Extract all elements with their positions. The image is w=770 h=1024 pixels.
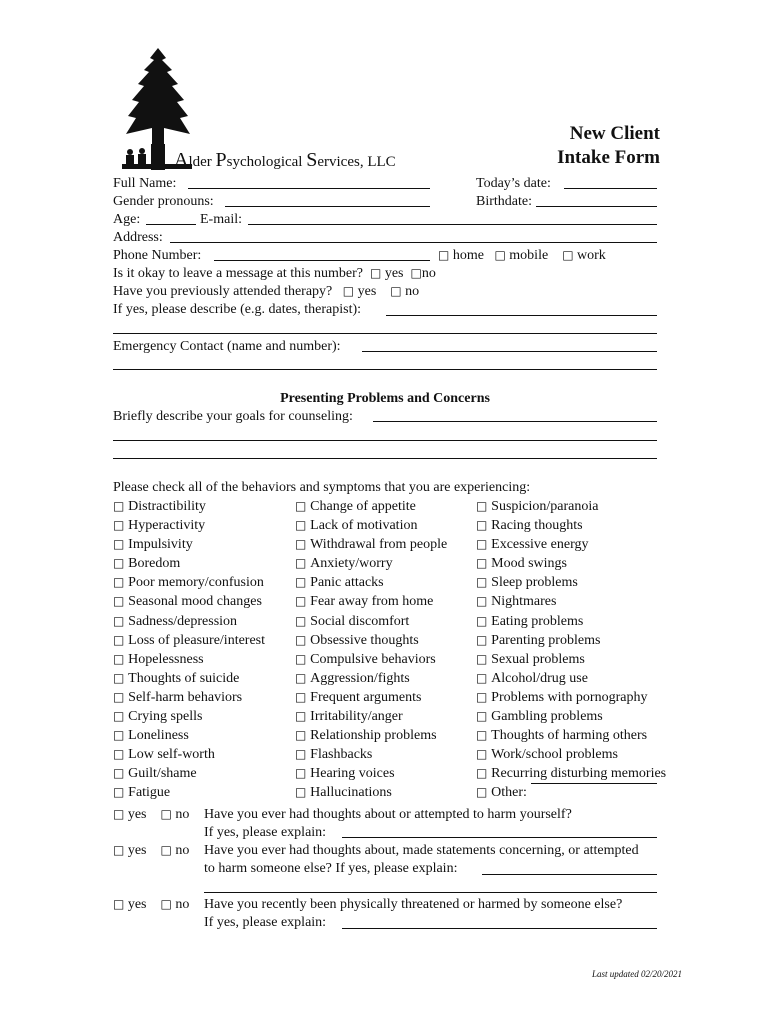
q2-no-label: no (175, 843, 190, 858)
symptom-checkbox[interactable]: □ (295, 785, 311, 800)
symptoms-column-1 (113, 497, 265, 803)
form-title (557, 122, 660, 170)
q2-options (113, 842, 189, 859)
symptom-checkbox[interactable]: □ (113, 747, 129, 762)
q3-explain-field[interactable] (342, 928, 657, 929)
symptom-checkbox[interactable]: □ (295, 651, 311, 666)
symptom-item (476, 573, 666, 592)
q1-yes-checkbox[interactable]: □ (113, 807, 125, 821)
q1-explain-label: If yes, please explain: (204, 825, 327, 840)
symptom-checkbox[interactable]: □ (113, 651, 129, 666)
logo (118, 48, 418, 173)
symptom-label: Irritability/anger (310, 709, 403, 725)
symptom-item (295, 516, 447, 535)
symptom-item (295, 631, 447, 650)
symptom-checkbox[interactable]: □ (476, 594, 492, 609)
describe-field-2[interactable] (113, 333, 657, 334)
symptom-label: Aggression/fights (310, 670, 410, 686)
symptom-item (113, 783, 265, 802)
symptom-checkbox[interactable]: □ (476, 613, 492, 628)
symptom-item (113, 516, 265, 535)
symptom-checkbox[interactable]: □ (295, 747, 311, 762)
goals-field-2[interactable] (113, 440, 657, 441)
logo-text (174, 148, 396, 174)
symptom-item (113, 669, 265, 688)
symptom-item (113, 612, 265, 631)
q3-no-label: no (175, 897, 190, 912)
symptom-checkbox[interactable]: □ (295, 575, 311, 590)
symptom-item (476, 612, 666, 631)
symptom-item (295, 612, 447, 631)
symptom-checkbox[interactable]: □ (295, 728, 311, 743)
symptom-label: Racing thoughts (491, 518, 583, 534)
symptom-checkbox[interactable]: □ (295, 499, 311, 513)
symptom-label: Sadness/depression (128, 613, 238, 629)
describe-label: If yes, please describe (e.g. dates, therapist): (113, 302, 362, 317)
symptom-checkbox[interactable]: □ (295, 556, 311, 571)
symptom-label: Nightmares (491, 594, 557, 610)
symptom-item (295, 688, 447, 707)
q2-yes-checkbox[interactable]: □ (113, 843, 125, 857)
q3-text: Have you recently been physically threatened or harmed by someone else? (204, 897, 623, 912)
symptom-checkbox[interactable]: □ (295, 537, 311, 552)
phone-field[interactable] (214, 260, 430, 261)
symptom-label: Hallucinations (310, 785, 392, 801)
symptom-label: Parenting problems (491, 632, 601, 648)
symptom-checkbox[interactable]: □ (113, 499, 129, 513)
work-label: work (577, 248, 606, 263)
symptom-label: Fatigue (128, 785, 171, 801)
symptom-label: Gambling problems (491, 709, 603, 725)
q1-no-label: no (175, 807, 190, 822)
symptom-item (113, 631, 265, 650)
symptom-label: Fear away from home (310, 594, 434, 610)
symptom-item (476, 592, 666, 611)
symptom-item (113, 497, 265, 516)
symptom-item (295, 669, 447, 688)
q3-explain-label: If yes, please explain: (204, 915, 327, 930)
logo-cap-a: A (174, 149, 189, 171)
symptom-label: Anxiety/worry (310, 556, 393, 572)
symptom-label: Loneliness (128, 728, 189, 744)
symptom-item (295, 573, 447, 592)
symptom-checkbox[interactable]: □ (113, 728, 129, 743)
q2-text: Have you ever had thoughts about, made statements concerning, or attempted (204, 843, 639, 858)
symptom-label: Panic attacks (310, 575, 384, 591)
symptom-checkbox[interactable]: □ (295, 518, 311, 533)
symptom-item (295, 497, 447, 516)
birthdate-label: Birthdate: (476, 194, 532, 209)
symptom-checkbox[interactable]: □ (476, 766, 492, 781)
symptom-item (113, 573, 265, 592)
symptom-item (476, 783, 666, 802)
gender-label: Gender pronouns: (113, 194, 214, 209)
message-no-label: no (421, 266, 436, 281)
q2-explain-field[interactable] (482, 874, 657, 875)
message-yes-label: yes (384, 266, 404, 281)
symptom-checkbox[interactable]: □ (476, 670, 492, 685)
symptom-checkbox[interactable]: □ (113, 537, 129, 552)
q2-explain-label: to harm someone else? If yes, please explain: (204, 861, 458, 876)
symptom-checkbox[interactable]: □ (295, 632, 311, 647)
symptom-item (476, 726, 666, 745)
phone-type-options (438, 247, 606, 264)
symptom-label: Hyperactivity (128, 518, 206, 534)
address-label: Address: (113, 230, 163, 245)
symptom-item (113, 726, 265, 745)
symptom-label: Loss of pleasure/interest (128, 632, 266, 648)
title-line1: New Client (569, 123, 660, 144)
q3-yes-label: yes (127, 897, 147, 912)
symptom-label: Recurring disturbing memories (491, 766, 667, 782)
symptom-label: Sleep problems (491, 575, 578, 591)
symptom-label: Compulsive behaviors (310, 651, 436, 667)
emergency-field-2[interactable] (113, 369, 657, 370)
symptom-item (113, 688, 265, 707)
therapy-no-checkbox[interactable]: □ (390, 284, 402, 298)
symptom-label: Boredom (128, 556, 181, 572)
emergency-field[interactable] (362, 351, 657, 352)
emergency-label: Emergency Contact (name and number): (113, 339, 341, 354)
symptom-item (295, 707, 447, 726)
therapy-question (113, 283, 419, 300)
symptom-checkbox[interactable]: □ (113, 766, 129, 781)
mobile-label: mobile (509, 248, 549, 263)
symptom-item (476, 631, 666, 650)
symptom-label: Mood swings (491, 556, 568, 572)
symptom-item (113, 535, 265, 554)
symptom-checkbox[interactable]: □ (295, 766, 311, 781)
symptom-label: Withdrawal from people (310, 537, 448, 553)
symptom-label: Problems with pornography (491, 689, 648, 705)
symptom-checkbox[interactable]: □ (476, 785, 492, 800)
symptom-label: Thoughts of suicide (128, 670, 240, 686)
phone-label: Phone Number: (113, 248, 202, 263)
symptom-label: Lack of motivation (310, 518, 418, 534)
birthdate-field[interactable] (536, 206, 657, 207)
logo-rest-p: sychological (226, 154, 307, 170)
logo-cap-p: P (215, 149, 227, 171)
symptom-item (476, 497, 666, 516)
symptom-checkbox[interactable]: □ (295, 594, 311, 609)
symptom-item (476, 745, 666, 764)
symptom-checkbox[interactable]: □ (113, 556, 129, 571)
email-field[interactable] (248, 224, 657, 225)
symptom-checkbox[interactable]: □ (476, 747, 492, 762)
mobile-checkbox[interactable]: □ (494, 248, 506, 262)
symptom-label: Suspicion/paranoia (491, 499, 599, 514)
age-label: Age: (113, 212, 141, 227)
symptom-checkbox[interactable]: □ (113, 632, 129, 647)
goals-label: Briefly describe your goals for counseling: (113, 409, 353, 424)
message-question (113, 265, 436, 282)
symptom-item (113, 650, 265, 669)
symptom-item (295, 726, 447, 745)
q1-options (113, 806, 189, 823)
symptom-checkbox[interactable]: □ (295, 689, 311, 704)
symptom-item (113, 707, 265, 726)
q2-yes-label: yes (127, 843, 147, 858)
home-label: home (452, 248, 484, 263)
therapy-yes-label: yes (357, 284, 377, 299)
q1-yes-label: yes (127, 807, 147, 822)
symptom-item (295, 592, 447, 611)
symptom-item (113, 745, 265, 764)
symptom-checkbox[interactable]: □ (476, 575, 492, 590)
symptom-checkbox[interactable]: □ (113, 518, 129, 533)
therapy-question-text: Have you previously attended therapy? (113, 284, 333, 299)
footer-last-updated: Last updated 02/20/2021 (591, 969, 682, 979)
full-name-field[interactable] (188, 188, 430, 189)
symptom-label: Social discomfort (310, 613, 410, 629)
symptom-checkbox[interactable]: □ (295, 670, 311, 685)
symptom-label: Frequent arguments (310, 689, 422, 705)
symptom-checkbox[interactable]: □ (295, 613, 311, 628)
work-checkbox[interactable]: □ (562, 248, 574, 262)
logo-cap-s: S (306, 149, 318, 171)
q3-yes-checkbox[interactable]: □ (113, 897, 125, 911)
symptom-label: Poor memory/confusion (128, 575, 264, 591)
symptom-label: Flashbacks (310, 747, 373, 763)
gender-field[interactable] (225, 206, 430, 207)
symptom-item (476, 650, 666, 669)
message-question-text: Is it okay to leave a message at this number? (113, 266, 363, 281)
symptom-item (113, 764, 265, 783)
symptom-checkbox[interactable]: □ (476, 728, 492, 743)
symptom-checkbox[interactable]: □ (113, 594, 129, 609)
symptom-label: Relationship problems (310, 728, 437, 744)
symptom-label: Guilt/shame (128, 766, 197, 782)
symptom-checkbox[interactable]: □ (476, 632, 492, 647)
symptom-item (295, 764, 447, 783)
symptoms-column-2 (295, 497, 447, 803)
symptoms-column-3 (476, 497, 666, 803)
therapy-yes-checkbox[interactable]: □ (342, 284, 355, 298)
symptom-label: Work/school problems (491, 747, 618, 763)
symptom-checkbox[interactable]: □ (476, 556, 492, 571)
q1-no-checkbox[interactable]: □ (160, 807, 172, 821)
symptom-item (295, 535, 447, 554)
symptom-label: Hopelessness (128, 651, 204, 667)
address-field[interactable] (170, 242, 657, 243)
symptom-label: Impulsivity (128, 537, 193, 553)
symptom-label: Hearing voices (310, 766, 395, 782)
symptom-checkbox[interactable]: □ (476, 651, 492, 666)
symptom-checkbox[interactable]: □ (113, 709, 129, 724)
symptom-item (113, 592, 265, 611)
symptom-checkbox[interactable]: □ (476, 689, 492, 704)
symptom-label: Excessive energy (491, 537, 589, 553)
q3-options (113, 896, 189, 913)
describe-field[interactable] (386, 315, 657, 316)
symptom-item (113, 554, 265, 573)
symptom-item (476, 764, 666, 783)
full-name-label: Full Name: (113, 176, 177, 191)
symptom-item (476, 554, 666, 573)
symptom-label: Distractibility (128, 499, 206, 514)
symptom-checkbox[interactable]: □ (295, 709, 311, 724)
title-line2: Intake Form (557, 147, 660, 168)
todays-date-label: Today’s date: (476, 176, 551, 191)
todays-date-field[interactable] (564, 188, 657, 189)
symptom-label: Alcohol/drug use (491, 670, 588, 686)
q1-text: Have you ever had thoughts about or attempted to harm yourself? (204, 807, 572, 822)
age-field[interactable] (146, 224, 196, 225)
goals-field[interactable] (373, 421, 657, 422)
symptom-checkbox[interactable]: □ (476, 537, 492, 552)
symptom-label: Thoughts of harming others (491, 728, 648, 744)
symptom-checkbox[interactable]: □ (113, 670, 129, 685)
symptom-item (476, 688, 666, 707)
q1-explain-field[interactable] (342, 837, 657, 838)
symptom-item (476, 707, 666, 726)
goals-field-3[interactable] (113, 458, 657, 459)
symptom-label: Self-harm behaviors (128, 689, 243, 705)
symptom-checkbox[interactable]: □ (113, 785, 129, 800)
symptom-checkbox[interactable]: □ (476, 518, 492, 533)
symptom-item (295, 745, 447, 764)
q2-no-checkbox[interactable]: □ (160, 843, 172, 857)
message-yes-checkbox[interactable]: □ (369, 266, 382, 280)
symptom-checkbox[interactable]: □ (113, 689, 129, 704)
symptom-label: Other: (491, 785, 527, 801)
symptom-checkbox[interactable]: □ (476, 709, 492, 724)
symptom-checkbox[interactable]: □ (113, 613, 129, 628)
logo-rest-a: lder (188, 154, 216, 170)
symptom-item (295, 783, 447, 802)
symptom-checkbox[interactable]: □ (476, 499, 492, 513)
symptom-checkbox[interactable]: □ (113, 575, 129, 590)
symptom-label: Crying spells (128, 709, 203, 725)
symptom-item (476, 516, 666, 535)
email-label: E-mail: (200, 212, 242, 227)
q3-no-checkbox[interactable]: □ (160, 897, 172, 911)
symptom-item (295, 554, 447, 573)
home-checkbox[interactable]: □ (438, 248, 450, 262)
symptom-item (476, 535, 666, 554)
symptom-label: Change of appetite (310, 499, 416, 514)
symptom-label: Sexual problems (491, 651, 585, 667)
check-intro: Please check all of the behaviors and symptoms that you are experiencing: (113, 480, 531, 495)
symptom-label: Eating problems (491, 613, 584, 629)
symptom-item (295, 650, 447, 669)
symptom-label: Obsessive thoughts (310, 632, 419, 648)
symptom-item (476, 669, 666, 688)
q2-explain-field-2[interactable] (204, 892, 657, 893)
other-field[interactable] (531, 783, 657, 784)
therapy-no-label: no (405, 284, 420, 299)
logo-rest-s: ervices, LLC (317, 154, 396, 170)
message-no-checkbox[interactable]: □ (410, 266, 422, 280)
symptom-label: Seasonal mood changes (128, 594, 262, 610)
symptom-label: Low self-worth (128, 747, 215, 763)
section-heading: Presenting Problems and Concerns (280, 391, 490, 406)
